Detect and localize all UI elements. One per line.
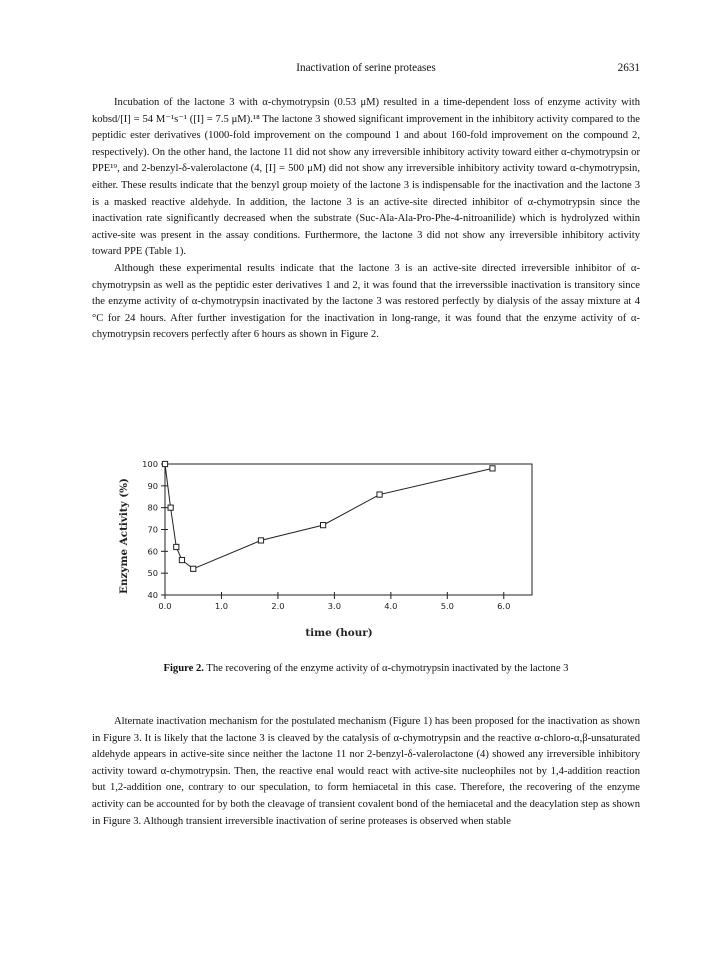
body-text-top (92, 95, 640, 344)
y-tick-label: 100 (142, 459, 158, 469)
x-tick-label: 0.0 (158, 601, 172, 611)
enzyme-activity-chart (92, 440, 640, 640)
x-tick-label: 6.0 (497, 601, 511, 611)
figure-caption-text: The recovering of the enzyme activity of α-chymotrypsin inactivated by the lactone 3 (206, 663, 569, 674)
paragraph-1: Incubation of the lactone 3 with α-chymotrypsin (0.53 μM) resulted in a time-dependent loss of enzyme activity with kobsd/[I] = 54 M⁻¹s⁻¹ ([I] = 7.5 μM).¹⁸ The lactone 3 showed significant improvement in the inhibitory activity compared to the peptidic ester derivatives (1000-fold improvement on the compound 1 and about 160-fold improvement on the compound 2, respectively). On the other hand, the lactone 11 did not show any irreversible inhibitory activity toward either α-chymotrypsin or PPE¹⁹, and 2-benzyl-δ-valerolactone (4, [I] = 500 μM) did not show any irreversible inhibitory activity toward α-chymotrypsin, either. These results indicate that the benzyl group moiety of the lactone 3 is indispensable for the inactivation and the lactone 3 is a masked reactive aldehyde. In addition, the lactone 3 is an active-site directed inhibitor of α-chymotrypsin since the inactivation rate significantly decreased when the substrate (Suc-Ala-Ala-Pro-Phe-4-nitroanilide) which is hydrolyzed within active-site was present in the assay conditions. Furthermore, the lactone 3 did not show any irreversible inhibitory activity toward PPE (Table 1). (92, 97, 640, 258)
y-tick-label: 70 (147, 524, 158, 535)
data-point (258, 538, 263, 543)
data-point (320, 523, 325, 528)
page-number: 2631 (617, 62, 640, 74)
y-tick-label: 50 (147, 568, 158, 579)
x-tick-label: 5.0 (440, 601, 454, 611)
figure-caption-label: Figure 2. (163, 663, 204, 674)
data-point (377, 492, 382, 497)
x-tick-label: 1.0 (214, 601, 229, 611)
data-point (191, 566, 196, 571)
running-head (92, 62, 640, 78)
data-point (162, 461, 167, 466)
data-point (168, 505, 173, 510)
running-title: Inactivation of serine proteases (296, 62, 436, 74)
y-tick-label: 40 (147, 590, 158, 600)
data-point (179, 557, 184, 562)
series-line (165, 464, 493, 569)
x-tick-label: 3.0 (327, 601, 341, 611)
series-enzyme-activity (162, 461, 495, 571)
figure-caption (92, 663, 640, 674)
y-axis-title: Enzyme Activity (%) (118, 478, 130, 594)
x-tick-label: 2.0 (271, 601, 285, 611)
data-point (174, 544, 179, 549)
plot-frame (165, 464, 532, 595)
y-tick-label: 80 (147, 502, 158, 513)
y-tick-label: 90 (147, 480, 158, 491)
x-axis-title: time (hour) (305, 627, 373, 639)
paragraph-2: Although these experimental results indicate that the lactone 3 is an active-site directed irreversible inhibitor of α-chymotrypsin as well as the peptidic ester derivatives 1 and 2, it was found that the irreverssible inactivation is transitory since the enzyme activity of α-chymotrypsin inactivated by the lactone 3 was restored perfectly by dialysis of the assay mixture at 4 °C for 24 hours. After further investigation for the inactivation in long-range, it was found that the enzyme activity of α-chymotrypsin recovers perfectly after 6 hours as shown in Figure 2. (92, 262, 640, 341)
figure-2 (92, 440, 640, 640)
paragraph-3: Alternate inactivation mechanism for the postulated mechanism (Figure 1) has been proposed for the inactivation as shown in Figure 3. It is likely that the lactone 3 is cleaved by the catalysis of α-chymotrypsin and the reactive α-chloro-α,β-unsaturated aldehyde appears in active-site since neither the lactone 11 nor 2-benzyl-δ-valerolactone (4) showed any irreversible inhibitory activity toward α-chymotrypsin. Then, the reactive enal would react with active-site nucleophiles not by 1,4-addition reaction but 1,2-addition one, contrary to our speculation, to form hemiacetal in this case. Therefore, the recovering of the enzyme activity can be accounted for by both the cleavage of transient covalent bond of the hemiacetal and the deacylation step as shown in Figure 3. Although transient irreversible inactivation of serine proteases is observed when stable (92, 716, 640, 827)
y-tick-label: 60 (147, 546, 158, 557)
data-point (490, 466, 495, 471)
axis-ticks (142, 459, 510, 611)
x-tick-label: 4.0 (384, 601, 398, 611)
body-text-bottom (92, 714, 640, 830)
